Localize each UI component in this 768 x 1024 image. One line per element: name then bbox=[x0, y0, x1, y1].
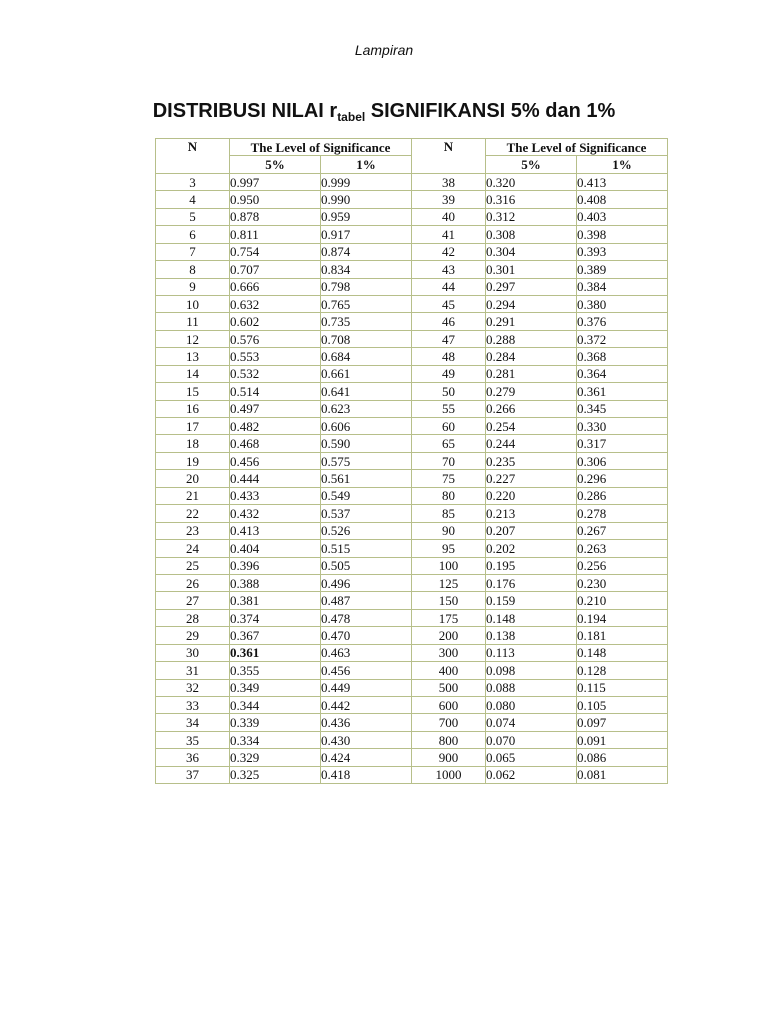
right-r5-cell: 0.301 bbox=[486, 261, 577, 278]
page-header: Lampiran bbox=[354, 42, 414, 58]
left-n-cell: 13 bbox=[156, 348, 230, 365]
left-r1-cell: 0.917 bbox=[321, 226, 412, 243]
table-row bbox=[156, 505, 668, 522]
left-r1-cell: 0.798 bbox=[321, 278, 412, 295]
left-n-cell: 35 bbox=[156, 731, 230, 748]
right-n-cell: 47 bbox=[412, 330, 486, 347]
left-n-cell: 10 bbox=[156, 295, 230, 312]
table-row bbox=[156, 592, 668, 609]
table-row bbox=[156, 452, 668, 469]
left-r1-cell: 0.575 bbox=[321, 452, 412, 469]
left-r1-cell: 0.623 bbox=[321, 400, 412, 417]
left-r5-cell: 0.334 bbox=[230, 731, 321, 748]
table-body bbox=[156, 173, 668, 783]
title-rest: SIGNIFIKANSI 5% dan 1% bbox=[365, 100, 616, 122]
left-r1-cell: 0.549 bbox=[321, 487, 412, 504]
table-row bbox=[156, 278, 668, 295]
right-n-cell: 95 bbox=[412, 540, 486, 557]
table-row bbox=[156, 261, 668, 278]
left-r5-cell: 0.432 bbox=[230, 505, 321, 522]
right-n-cell: 1000 bbox=[412, 766, 486, 783]
left-n-cell: 8 bbox=[156, 261, 230, 278]
table-row bbox=[156, 226, 668, 243]
right-r5-cell: 0.070 bbox=[486, 731, 577, 748]
right-r1-cell: 0.286 bbox=[577, 487, 668, 504]
left-r5-cell: 0.404 bbox=[230, 540, 321, 557]
right-n-cell: 800 bbox=[412, 731, 486, 748]
left-r1-cell: 0.590 bbox=[321, 435, 412, 452]
left-r5-cell: 0.514 bbox=[230, 383, 321, 400]
right-n-cell: 125 bbox=[412, 574, 486, 591]
left-n-cell: 36 bbox=[156, 749, 230, 766]
right-r1-cell: 0.376 bbox=[577, 313, 668, 330]
left-r1-cell: 0.436 bbox=[321, 714, 412, 731]
left-n-cell: 6 bbox=[156, 226, 230, 243]
right-n-cell: 200 bbox=[412, 627, 486, 644]
right-r5-cell: 0.291 bbox=[486, 313, 577, 330]
left-r1-cell: 0.708 bbox=[321, 330, 412, 347]
right-n-cell: 49 bbox=[412, 365, 486, 382]
left-n-cell: 11 bbox=[156, 313, 230, 330]
right-n-cell: 500 bbox=[412, 679, 486, 696]
right-r1-cell: 0.306 bbox=[577, 452, 668, 469]
right-r5-cell: 0.266 bbox=[486, 400, 577, 417]
right-r5-cell: 0.159 bbox=[486, 592, 577, 609]
left-r5-cell: 0.482 bbox=[230, 418, 321, 435]
right-n-cell: 300 bbox=[412, 644, 486, 661]
right-r5-cell: 0.320 bbox=[486, 173, 577, 190]
right-n-cell: 100 bbox=[412, 557, 486, 574]
left-n-cell: 15 bbox=[156, 383, 230, 400]
table-row bbox=[156, 435, 668, 452]
left-n-cell: 12 bbox=[156, 330, 230, 347]
right-r1-cell: 0.380 bbox=[577, 295, 668, 312]
left-n-cell: 31 bbox=[156, 662, 230, 679]
table-row bbox=[156, 662, 668, 679]
left-n-cell: 27 bbox=[156, 592, 230, 609]
left-n-cell: 23 bbox=[156, 522, 230, 539]
table-row bbox=[156, 574, 668, 591]
header-1pct-left: 1% bbox=[321, 156, 412, 173]
left-r5-cell: 0.878 bbox=[230, 208, 321, 225]
right-r1-cell: 0.256 bbox=[577, 557, 668, 574]
right-n-cell: 175 bbox=[412, 609, 486, 626]
table-row bbox=[156, 470, 668, 487]
left-r5-cell: 0.553 bbox=[230, 348, 321, 365]
left-r5-cell: 0.444 bbox=[230, 470, 321, 487]
left-r5-cell: 0.754 bbox=[230, 243, 321, 260]
right-r5-cell: 0.254 bbox=[486, 418, 577, 435]
left-r5-cell: 0.707 bbox=[230, 261, 321, 278]
right-n-cell: 50 bbox=[412, 383, 486, 400]
header-5pct-left: 5% bbox=[230, 156, 321, 173]
right-r5-cell: 0.288 bbox=[486, 330, 577, 347]
table-row bbox=[156, 208, 668, 225]
page-title bbox=[0, 100, 768, 124]
left-r5-cell: 0.344 bbox=[230, 697, 321, 714]
right-r1-cell: 0.403 bbox=[577, 208, 668, 225]
left-n-cell: 17 bbox=[156, 418, 230, 435]
left-r1-cell: 0.515 bbox=[321, 540, 412, 557]
table-row bbox=[156, 365, 668, 382]
left-r5-cell: 0.381 bbox=[230, 592, 321, 609]
right-r1-cell: 0.384 bbox=[577, 278, 668, 295]
right-n-cell: 400 bbox=[412, 662, 486, 679]
header-n-right: N bbox=[412, 139, 486, 174]
left-n-cell: 7 bbox=[156, 243, 230, 260]
right-n-cell: 39 bbox=[412, 191, 486, 208]
right-r5-cell: 0.304 bbox=[486, 243, 577, 260]
table-row bbox=[156, 644, 668, 661]
right-r1-cell: 0.413 bbox=[577, 173, 668, 190]
right-r1-cell: 0.368 bbox=[577, 348, 668, 365]
left-r5-cell: 0.329 bbox=[230, 749, 321, 766]
left-r5-cell: 0.339 bbox=[230, 714, 321, 731]
header-row-1 bbox=[156, 139, 668, 156]
right-n-cell: 48 bbox=[412, 348, 486, 365]
left-r1-cell: 0.496 bbox=[321, 574, 412, 591]
right-r5-cell: 0.138 bbox=[486, 627, 577, 644]
left-r1-cell: 0.641 bbox=[321, 383, 412, 400]
left-r1-cell: 0.526 bbox=[321, 522, 412, 539]
left-r1-cell: 0.561 bbox=[321, 470, 412, 487]
right-n-cell: 600 bbox=[412, 697, 486, 714]
left-r1-cell: 0.442 bbox=[321, 697, 412, 714]
right-r5-cell: 0.308 bbox=[486, 226, 577, 243]
right-r5-cell: 0.148 bbox=[486, 609, 577, 626]
left-r1-cell: 0.456 bbox=[321, 662, 412, 679]
left-r5-cell: 0.468 bbox=[230, 435, 321, 452]
table-row bbox=[156, 418, 668, 435]
table-row bbox=[156, 697, 668, 714]
left-r5-cell: 0.576 bbox=[230, 330, 321, 347]
right-r5-cell: 0.312 bbox=[486, 208, 577, 225]
right-r1-cell: 0.086 bbox=[577, 749, 668, 766]
right-n-cell: 45 bbox=[412, 295, 486, 312]
left-n-cell: 37 bbox=[156, 766, 230, 783]
right-r1-cell: 0.372 bbox=[577, 330, 668, 347]
table-row bbox=[156, 522, 668, 539]
left-n-cell: 20 bbox=[156, 470, 230, 487]
right-r5-cell: 0.284 bbox=[486, 348, 577, 365]
left-n-cell: 29 bbox=[156, 627, 230, 644]
right-n-cell: 80 bbox=[412, 487, 486, 504]
right-n-cell: 70 bbox=[412, 452, 486, 469]
left-r1-cell: 0.463 bbox=[321, 644, 412, 661]
right-n-cell: 60 bbox=[412, 418, 486, 435]
left-n-cell: 30 bbox=[156, 644, 230, 661]
left-r5-cell: 0.396 bbox=[230, 557, 321, 574]
right-r5-cell: 0.297 bbox=[486, 278, 577, 295]
right-r1-cell: 0.091 bbox=[577, 731, 668, 748]
right-r1-cell: 0.105 bbox=[577, 697, 668, 714]
table-row bbox=[156, 487, 668, 504]
right-r1-cell: 0.263 bbox=[577, 540, 668, 557]
left-n-cell: 21 bbox=[156, 487, 230, 504]
right-r1-cell: 0.398 bbox=[577, 226, 668, 243]
table-row bbox=[156, 749, 668, 766]
left-r1-cell: 0.735 bbox=[321, 313, 412, 330]
left-r5-cell: 0.361 bbox=[230, 644, 321, 661]
left-n-cell: 18 bbox=[156, 435, 230, 452]
left-r1-cell: 0.999 bbox=[321, 173, 412, 190]
left-r1-cell: 0.874 bbox=[321, 243, 412, 260]
right-r5-cell: 0.220 bbox=[486, 487, 577, 504]
left-r5-cell: 0.602 bbox=[230, 313, 321, 330]
right-r5-cell: 0.088 bbox=[486, 679, 577, 696]
right-n-cell: 38 bbox=[412, 173, 486, 190]
table-row bbox=[156, 714, 668, 731]
left-r5-cell: 0.632 bbox=[230, 295, 321, 312]
left-r1-cell: 0.505 bbox=[321, 557, 412, 574]
right-r5-cell: 0.294 bbox=[486, 295, 577, 312]
table-row bbox=[156, 243, 668, 260]
table-row bbox=[156, 766, 668, 783]
table-row bbox=[156, 679, 668, 696]
right-r5-cell: 0.074 bbox=[486, 714, 577, 731]
table-row bbox=[156, 540, 668, 557]
left-n-cell: 26 bbox=[156, 574, 230, 591]
left-n-cell: 5 bbox=[156, 208, 230, 225]
right-n-cell: 900 bbox=[412, 749, 486, 766]
right-r1-cell: 0.345 bbox=[577, 400, 668, 417]
left-r5-cell: 0.325 bbox=[230, 766, 321, 783]
left-r1-cell: 0.449 bbox=[321, 679, 412, 696]
right-r5-cell: 0.235 bbox=[486, 452, 577, 469]
right-r5-cell: 0.281 bbox=[486, 365, 577, 382]
left-r1-cell: 0.990 bbox=[321, 191, 412, 208]
header-significance-left: The Level of Significance bbox=[230, 139, 412, 156]
r-table bbox=[155, 138, 668, 784]
right-r1-cell: 0.296 bbox=[577, 470, 668, 487]
right-r1-cell: 0.267 bbox=[577, 522, 668, 539]
right-r5-cell: 0.227 bbox=[486, 470, 577, 487]
table-row bbox=[156, 557, 668, 574]
left-r1-cell: 0.959 bbox=[321, 208, 412, 225]
header-5pct-right: 5% bbox=[486, 156, 577, 173]
right-n-cell: 42 bbox=[412, 243, 486, 260]
left-r5-cell: 0.456 bbox=[230, 452, 321, 469]
left-r5-cell: 0.413 bbox=[230, 522, 321, 539]
right-r1-cell: 0.194 bbox=[577, 609, 668, 626]
left-n-cell: 28 bbox=[156, 609, 230, 626]
table-row bbox=[156, 295, 668, 312]
right-r1-cell: 0.097 bbox=[577, 714, 668, 731]
left-n-cell: 4 bbox=[156, 191, 230, 208]
right-n-cell: 55 bbox=[412, 400, 486, 417]
left-r1-cell: 0.834 bbox=[321, 261, 412, 278]
right-n-cell: 75 bbox=[412, 470, 486, 487]
table-row bbox=[156, 627, 668, 644]
table-row bbox=[156, 330, 668, 347]
left-r5-cell: 0.433 bbox=[230, 487, 321, 504]
left-r1-cell: 0.430 bbox=[321, 731, 412, 748]
left-r5-cell: 0.388 bbox=[230, 574, 321, 591]
table-row bbox=[156, 173, 668, 190]
right-r1-cell: 0.115 bbox=[577, 679, 668, 696]
right-r1-cell: 0.361 bbox=[577, 383, 668, 400]
left-r5-cell: 0.997 bbox=[230, 173, 321, 190]
right-r5-cell: 0.279 bbox=[486, 383, 577, 400]
right-r5-cell: 0.213 bbox=[486, 505, 577, 522]
right-n-cell: 40 bbox=[412, 208, 486, 225]
left-r1-cell: 0.684 bbox=[321, 348, 412, 365]
left-r5-cell: 0.532 bbox=[230, 365, 321, 382]
right-r1-cell: 0.230 bbox=[577, 574, 668, 591]
left-n-cell: 25 bbox=[156, 557, 230, 574]
table-row bbox=[156, 400, 668, 417]
right-r5-cell: 0.113 bbox=[486, 644, 577, 661]
left-r1-cell: 0.661 bbox=[321, 365, 412, 382]
left-r5-cell: 0.950 bbox=[230, 191, 321, 208]
right-n-cell: 43 bbox=[412, 261, 486, 278]
left-n-cell: 33 bbox=[156, 697, 230, 714]
left-n-cell: 3 bbox=[156, 173, 230, 190]
table-row bbox=[156, 313, 668, 330]
right-r5-cell: 0.098 bbox=[486, 662, 577, 679]
right-n-cell: 44 bbox=[412, 278, 486, 295]
table-row bbox=[156, 383, 668, 400]
right-n-cell: 85 bbox=[412, 505, 486, 522]
right-r5-cell: 0.065 bbox=[486, 749, 577, 766]
right-r1-cell: 0.364 bbox=[577, 365, 668, 382]
table-row bbox=[156, 191, 668, 208]
right-r5-cell: 0.316 bbox=[486, 191, 577, 208]
left-n-cell: 32 bbox=[156, 679, 230, 696]
left-n-cell: 14 bbox=[156, 365, 230, 382]
left-r5-cell: 0.355 bbox=[230, 662, 321, 679]
right-n-cell: 150 bbox=[412, 592, 486, 609]
right-n-cell: 65 bbox=[412, 435, 486, 452]
table-row bbox=[156, 731, 668, 748]
right-r1-cell: 0.128 bbox=[577, 662, 668, 679]
right-r5-cell: 0.195 bbox=[486, 557, 577, 574]
left-r1-cell: 0.424 bbox=[321, 749, 412, 766]
left-n-cell: 9 bbox=[156, 278, 230, 295]
left-r5-cell: 0.811 bbox=[230, 226, 321, 243]
right-r1-cell: 0.393 bbox=[577, 243, 668, 260]
right-n-cell: 41 bbox=[412, 226, 486, 243]
right-n-cell: 46 bbox=[412, 313, 486, 330]
right-r5-cell: 0.202 bbox=[486, 540, 577, 557]
header-1pct-right: 1% bbox=[577, 156, 668, 173]
right-r1-cell: 0.210 bbox=[577, 592, 668, 609]
right-r1-cell: 0.181 bbox=[577, 627, 668, 644]
right-r5-cell: 0.062 bbox=[486, 766, 577, 783]
right-r1-cell: 0.081 bbox=[577, 766, 668, 783]
left-n-cell: 19 bbox=[156, 452, 230, 469]
left-r1-cell: 0.606 bbox=[321, 418, 412, 435]
left-r1-cell: 0.478 bbox=[321, 609, 412, 626]
right-r1-cell: 0.330 bbox=[577, 418, 668, 435]
left-n-cell: 24 bbox=[156, 540, 230, 557]
left-r1-cell: 0.537 bbox=[321, 505, 412, 522]
left-r1-cell: 0.487 bbox=[321, 592, 412, 609]
title-main: DISTRIBUSI NILAI r bbox=[152, 100, 338, 122]
right-r5-cell: 0.080 bbox=[486, 697, 577, 714]
right-r1-cell: 0.148 bbox=[577, 644, 668, 661]
left-r5-cell: 0.666 bbox=[230, 278, 321, 295]
right-r5-cell: 0.244 bbox=[486, 435, 577, 452]
left-n-cell: 34 bbox=[156, 714, 230, 731]
right-r1-cell: 0.408 bbox=[577, 191, 668, 208]
left-r5-cell: 0.349 bbox=[230, 679, 321, 696]
title-subscript: tabel bbox=[337, 110, 366, 124]
header-n-left: N bbox=[156, 139, 230, 174]
left-r5-cell: 0.497 bbox=[230, 400, 321, 417]
left-r5-cell: 0.367 bbox=[230, 627, 321, 644]
right-r1-cell: 0.278 bbox=[577, 505, 668, 522]
table-row bbox=[156, 609, 668, 626]
left-r1-cell: 0.470 bbox=[321, 627, 412, 644]
right-r1-cell: 0.389 bbox=[577, 261, 668, 278]
table-row bbox=[156, 348, 668, 365]
left-r1-cell: 0.418 bbox=[321, 766, 412, 783]
left-r5-cell: 0.374 bbox=[230, 609, 321, 626]
left-r1-cell: 0.765 bbox=[321, 295, 412, 312]
right-r1-cell: 0.317 bbox=[577, 435, 668, 452]
right-r5-cell: 0.176 bbox=[486, 574, 577, 591]
header-significance-right: The Level of Significance bbox=[486, 139, 668, 156]
left-n-cell: 22 bbox=[156, 505, 230, 522]
left-n-cell: 16 bbox=[156, 400, 230, 417]
right-r5-cell: 0.207 bbox=[486, 522, 577, 539]
right-n-cell: 700 bbox=[412, 714, 486, 731]
right-n-cell: 90 bbox=[412, 522, 486, 539]
